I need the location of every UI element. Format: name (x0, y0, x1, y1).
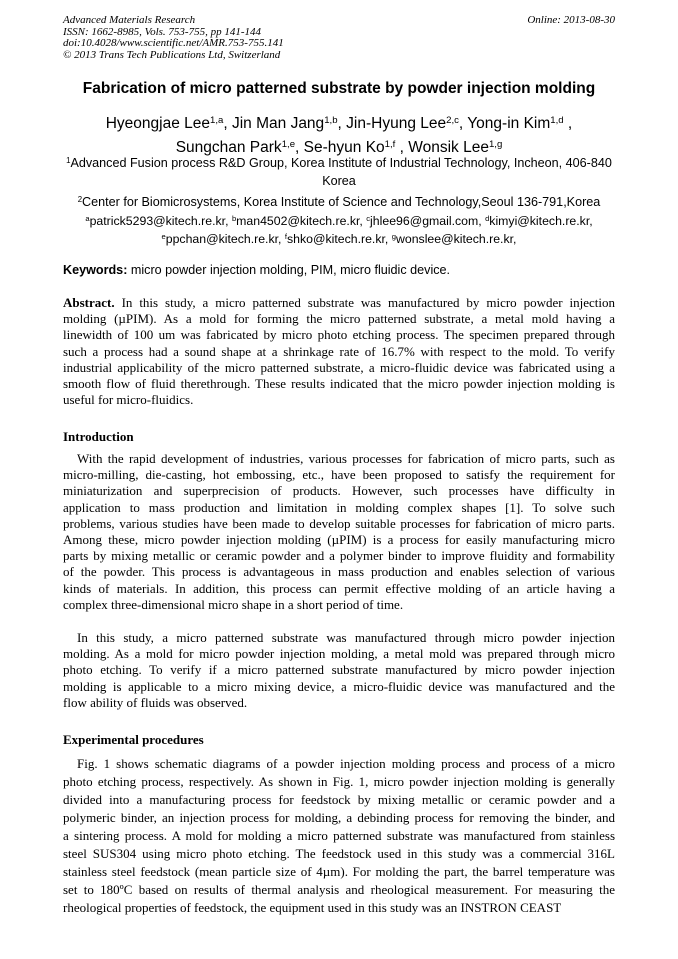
text-line (63, 548, 615, 564)
text-line (63, 376, 615, 392)
line-text: photo etching process, respectively. As shown in Fig. 1, micro powder injection molding is generally (63, 774, 615, 789)
author-separator: , (563, 115, 573, 132)
line-text: molding (µPIM). As a mold for forming the micro patterned substrate, a metal mold having a (63, 311, 615, 327)
line-text: industrial applicability of the micro patterned substrate, a micro-fluidic device was fabricated using a (63, 359, 615, 375)
journal-name: Advanced Materials Research (63, 14, 196, 26)
line-text: micro-milling, die-casting, hot embossing, etc., have been proposed to satisfy the requirement for (63, 467, 615, 483)
text-line (63, 881, 615, 899)
author-name: Se-hyun Ko (303, 139, 385, 156)
text-line (63, 791, 615, 809)
paper-title: Fabrication of micro patterned substrate by powder injection molding (82, 80, 596, 97)
text-line (63, 581, 615, 597)
email-sup: b (231, 213, 237, 223)
line-text: problems, various studies have been made to develop suitable processes for fabrication of micro parts. (63, 515, 615, 531)
text-line (63, 679, 615, 695)
author-email: kimyi@kitech.re.kr, (489, 214, 593, 228)
line-text: kinds of materials. In addition, this process can permit effective molding of an article having a (63, 580, 615, 596)
affiliation-2 (40, 194, 638, 212)
line-text: flow ability of fluids was observed. (63, 694, 248, 710)
text-line (63, 695, 615, 711)
keywords (63, 263, 450, 277)
author-email: patrick5293@kitech.re.kr, (89, 214, 232, 228)
introduction-paragraph-1 (63, 451, 615, 613)
author-email: wonslee@kitech.re.kr, (395, 232, 517, 246)
text-line (63, 630, 615, 646)
line-text: a sintering process. A mold for molding a micro patterned substrate was manufactured from stainless (63, 828, 615, 843)
line-text: useful for micro-fluidics. (63, 392, 194, 408)
author-affiliation-sup: 1,f (384, 138, 396, 150)
affiliation-1 (40, 155, 638, 190)
line-text: divided into a manufacturing process for feedstock by mixing metallic or ceramic powder and a (63, 792, 615, 807)
author-name: Jin-Hyung Lee (346, 115, 447, 132)
affiliation-text-cont: Korea (322, 174, 356, 188)
keywords-label: Keywords: (63, 263, 128, 277)
author-email: jhlee96@gmail.com, (370, 214, 486, 228)
text-line (63, 827, 615, 845)
doi: doi:10.4028/www.scientific.net/AMR.753-755.141 (63, 37, 284, 50)
text-line (63, 863, 615, 881)
line-text: linewidth of 100 um was fabricated by micro photo etching process. The specimen prepared through (63, 327, 615, 343)
author-email: ppchan@kitech.re.kr, (165, 232, 285, 246)
affiliation-text: Center for Biomicrosystems, Korea Institute of Science and Technology,Seoul 136-791,Korea (82, 195, 601, 209)
line-text: of the powder. This process is advantageous in mass production and enables selection of various (63, 564, 615, 580)
text-line (63, 327, 615, 343)
text-line (63, 532, 615, 548)
author-affiliation-sup: 1,b (324, 114, 338, 126)
author-list (40, 113, 638, 161)
text-line (63, 755, 615, 773)
line-text: molding is applicable to a micro mixing device, a micro-fluidic device was manufactured and the (63, 678, 615, 694)
line-text: Fig. 1 shows schematic diagrams of a powder injection molding process and process of a micro (77, 756, 615, 771)
email-sup: c (366, 213, 371, 223)
line-text: steel SUS304 using micro photo etching. The feedstock used in this study was a commercial 316L (63, 846, 615, 861)
author-affiliation-sup: 1,a (210, 114, 224, 126)
line-text: stainless steel feedstock (mean particle size of 4µm). For molding the part, the barrel temperature was (63, 864, 615, 879)
text-line (63, 344, 615, 360)
author-name: Yong-in Kim (467, 115, 551, 132)
author-separator: , (458, 115, 468, 132)
issn: ISSN: 1662-8985, Vols. 753-755, pp 141-144 (63, 25, 261, 38)
author-affiliation-sup: 1,d (550, 114, 564, 126)
line-text: smooth flow of fluid therethrough. These results indicated that the micro powder injection molding is (63, 375, 615, 391)
online-date: Online: 2013-08-30 (527, 14, 615, 26)
text-line (63, 483, 615, 499)
email-sup: d (485, 213, 490, 223)
text-line (63, 597, 615, 613)
line-text: rheological properties of feedstock, the equipment used in this study was an INSTRON CEAST (63, 900, 562, 915)
line-text: polymeric binder, an injection process for molding, a debinding process for removing the binder, and (63, 810, 615, 825)
affiliation-sup: 1 (66, 155, 71, 165)
text-line (63, 845, 615, 863)
line-text: application to mass production and limitation in molding complex shapes [1]. To solve such (63, 499, 615, 515)
email-sup: e (161, 231, 166, 241)
affiliation-text: Advanced Fusion process R&D Group, Korea Institute of Industrial Technology, Incheon, 406-840 (70, 156, 612, 170)
text-line (63, 662, 615, 678)
author-separator: , (395, 139, 409, 156)
text-line (63, 295, 615, 311)
text-line (63, 311, 615, 327)
author-affiliation-sup: 2,c (446, 114, 459, 126)
author-separator: , (223, 115, 232, 132)
text-line (63, 516, 615, 532)
keywords-text: micro powder injection molding, PIM, micro fluidic device. (127, 263, 451, 277)
text-line (63, 899, 615, 917)
author-name: Sungchan Park (175, 139, 282, 156)
text-line (63, 809, 615, 827)
line-text: In this study, a micro patterned substrate was manufactured through micro powder injection (77, 630, 615, 645)
author-separator: , (337, 115, 347, 132)
author-email: shko@kitech.re.kr, (287, 232, 392, 246)
author-separator: , (295, 139, 304, 156)
text-line (63, 467, 615, 483)
line-text: complex three-dimensional micro shape in a short period of time. (63, 596, 404, 612)
abstract (63, 295, 615, 408)
publication-info (63, 15, 284, 62)
author-email: man4502@kitech.re.kr, (236, 214, 367, 228)
email-list (40, 213, 638, 249)
affiliation-sup: 2 (77, 194, 83, 204)
text-line (63, 564, 615, 580)
text-line (63, 451, 615, 467)
copyright: © 2013 Trans Tech Publications Ltd, Switzerland (63, 49, 281, 62)
text-line (63, 646, 615, 662)
email-sup: f (284, 231, 287, 241)
author-name: Wonsik Lee (408, 139, 489, 156)
line-text: Among these, micro powder injection molding (µPIM) is a process for easily manufacturing micro (63, 531, 615, 547)
author-affiliation-sup: 1,e (281, 138, 296, 150)
text-line (63, 773, 615, 791)
line-text: molding. As a mold for micro powder injection molding, a metal mold was prepared through micro (63, 646, 615, 662)
abstract-label: Abstract. (63, 295, 115, 310)
author-affiliation-sup: 1,g (488, 138, 503, 150)
line-text: such a process had a sound shape at a shrinkage rate of 16.7% with respect to the mold. To verify (63, 343, 615, 359)
introduction-paragraph-2 (63, 630, 615, 711)
line-text: In this study, a micro patterned substrate was manufactured by micro powder injection (114, 295, 615, 310)
email-sup: g (391, 231, 396, 241)
section-heading-experimental: Experimental procedures (63, 732, 204, 747)
email-sup: a (85, 213, 90, 223)
experimental-paragraph-1 (63, 755, 615, 917)
text-line (63, 360, 615, 376)
line-text: photo etching. To verify if a micro patterned substrate manufactured by micro powder injection (63, 662, 615, 678)
line-text: parts by mixing metallic or ceramic powder and a polymer binder to improve fluidity and formability (63, 548, 615, 564)
text-line (63, 500, 615, 516)
line-text: set to 180ºC based on results of thermal analysis and rheological measurement. For measuring the (63, 882, 615, 897)
line-text: miniaturization and superprecision of products. However, such processes have difficulty in (63, 483, 615, 499)
text-line (63, 392, 615, 408)
author-name: Jin Man Jang (231, 115, 325, 132)
line-text: With the rapid development of industries, various processes for fabrication of micro parts, such as (77, 451, 615, 466)
author-name: Hyeongjae Lee (105, 115, 211, 132)
section-heading-introduction: Introduction (63, 429, 134, 444)
